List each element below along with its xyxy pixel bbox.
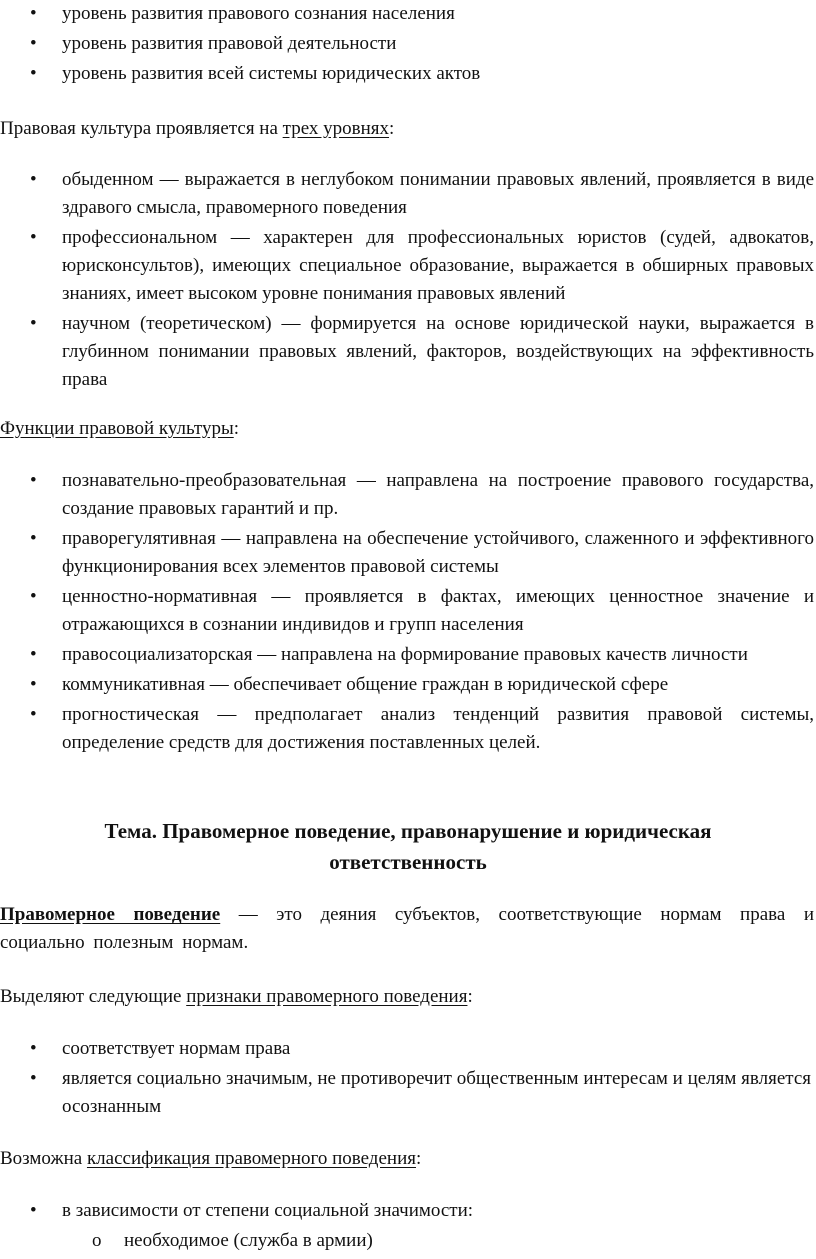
list-item: • обыденном — выражается в неглубоком понимании правовых явлений, проявляется в виде здравого смысла, правомерного поведения [0, 166, 816, 222]
bullet-list-signs [0, 1035, 816, 1123]
bullet-icon: • [30, 704, 37, 725]
bullet-icon: • [30, 586, 37, 607]
bullet-icon: • [30, 1068, 37, 1089]
paragraph-classification: Возможна классификация правомерного поведения: [0, 1148, 422, 1169]
list-item: • соответствует нормам права [0, 1035, 816, 1063]
defined-term: Правомерное поведение [0, 904, 221, 925]
bullet-icon: • [30, 644, 37, 665]
list-item: • прогностическая — предполагает анализ тенденций развития правовой системы, определение средств для достижения поставленных целей. [0, 701, 816, 757]
paragraph-signs: Выделяют следующие признаки правомерного поведения: [0, 986, 473, 1007]
paragraph-three-levels: Правовая культура проявляется на трех уровнях: [0, 118, 395, 139]
bullet-list-classification [0, 1197, 816, 1227]
bullet-icon: • [30, 1200, 37, 1221]
bullet-icon: • [30, 169, 37, 190]
bullet-icon: • [30, 63, 37, 84]
bullet-icon: • [30, 313, 37, 334]
list-item: • познавательно-преобразовательная — направлена на построение правового государства, создание правовых гарантий и пр. [0, 467, 816, 523]
list-item: • уровень развития правового сознания населения [0, 0, 816, 28]
sub-list-classification [0, 1227, 816, 1257]
bullet-icon: • [30, 674, 37, 695]
list-item: • уровень развития правовой деятельности [0, 30, 816, 58]
bullet-icon: • [30, 1038, 37, 1059]
bullet-icon: • [30, 227, 37, 248]
sub-bullet-icon: o [92, 1230, 102, 1251]
list-item: • в зависимости от степени социальной значимости: [0, 1197, 816, 1225]
bullet-icon: • [30, 470, 37, 491]
list-item: • уровень развития всей системы юридических актов [0, 60, 816, 88]
list-item: • коммуникативная — обеспечивает общение граждан в юридической сфере [0, 671, 816, 699]
paragraph-functions: Функции правовой культуры: [0, 418, 240, 439]
bullet-icon: • [30, 3, 37, 24]
bullet-list-levels [0, 166, 816, 396]
paragraph-definition: Правомерное поведение — это деяния субъектов, соответствующие нормам права и социально полезным нормам. [0, 904, 814, 953]
list-item: • ценностно-нормативная — проявляется в фактах, имеющих ценностное значение и отражающихся в сознании индивидов и групп населения [0, 583, 816, 639]
list-item: • праворегулятивная — направлена на обеспечение устойчивого, слаженного и эффективного функционирования всех элементов правовой системы [0, 525, 816, 581]
list-item: • научном (теоретическом) — формируется на основе юридической науки, выражается в глубинном понимании правовых явлений, факторов, воздействующих на эффективность права [0, 310, 816, 394]
list-item: • является социально значимым, не противоречит общественным интересам и целям является осознанным [0, 1065, 816, 1121]
bullet-icon: • [30, 528, 37, 549]
bullet-icon: • [30, 33, 37, 54]
bullet-list-legal-culture-levels [0, 0, 816, 90]
list-item: • профессиональном — характерен для профессиональных юристов (судей, адвокатов, юрисконсультов), имеющих специальное образование, выражается в обширных правовых знаниях, имеет высоком уровне понимания правовых явлений [0, 224, 816, 308]
list-item: • правосоциализаторская — направлена на формирование правовых качеств личности [0, 641, 816, 669]
bullet-list-functions [0, 467, 816, 759]
sub-list-item: o необходимое (служба в армии) [0, 1227, 816, 1255]
section-heading: Тема. Правомерное поведение, правонарушение и юридическая ответственность [104, 819, 712, 874]
